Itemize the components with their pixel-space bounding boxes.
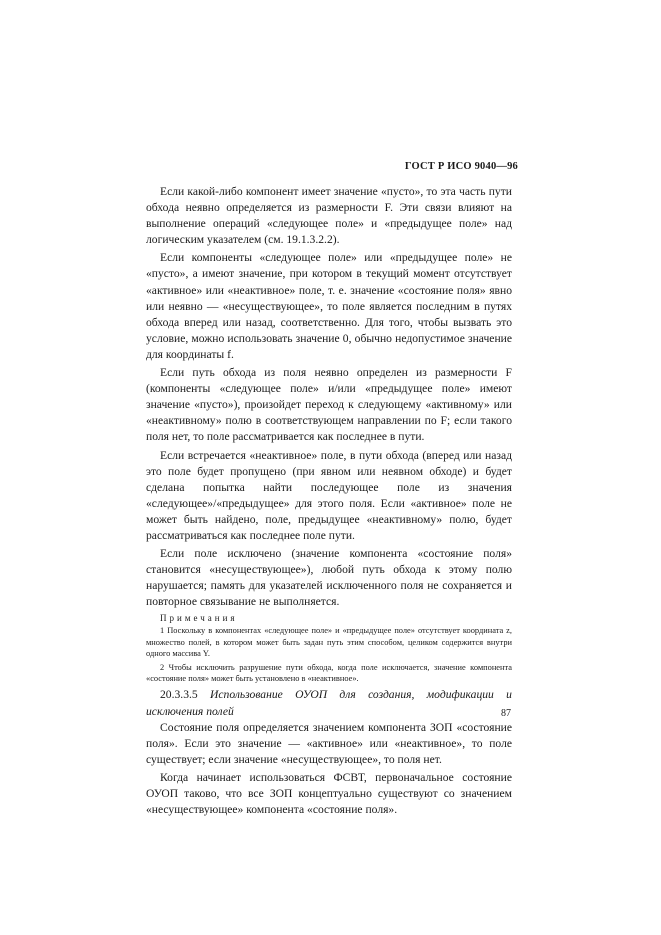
body-text (146, 184, 512, 820)
paragraph-3: Если путь обхода из поля неявно определен из размерности F (компоненты «следующее поле» и/или «предыдущее поле» имеют значение «пусто»), произойдет переход к следующему «активному» или «неактивному» полю в соответствующем направлении по F; если такого поля нет, то поле рассматривается как последнее в пути. (146, 366, 512, 444)
section-heading (146, 687, 512, 719)
note-1: 1 Поскольку в компонентах «следующее поле» и «предыдущее поле» отсутствует координата z, множество полей, в котором может быть задан путь этим способом, целиком содержится внутри одного массива Y. (146, 626, 512, 658)
document-header: ГОСТ Р ИСО 9040—96 (404, 161, 518, 172)
section-number: 20.3.3.5 (160, 688, 198, 702)
section-paragraph-2: Когда начинает использоваться ФСВТ, первоначальное состояние ОУОП таково, что все ЗОП концептуально существуют со значением «несуществующее» компонента «состояние поля». (146, 770, 512, 817)
page-number: 87 (501, 708, 511, 719)
paragraph-1: Если какой-либо компонент имеет значение «пусто», то эта часть пути обхода неявно определяется из размерности F. Эти связи влияют на выполнение операций «следующее поле» и «предыдущее поле» над логическим указателем (см. 19.1.3.2.2). (146, 185, 512, 247)
paragraph-4: Если встречается «неактивное» поле, в пути обхода (вперед или назад это поле будет пропущено (при явном или неявном обходе) и будет сделана попытка найти последующее поле из значения «следующее»/«предыдущее» для этого поля. Если «активное» поле не может быть найдено, поле, предыдущее «неактивному» полю, будет рассматриваться как последнее поле пути. (146, 448, 512, 542)
note-2: 2 Чтобы исключить разрушение пути обхода, когда поле исключается, значение компонента «состояние поля» может быть установлено в «неактивное». (146, 663, 512, 684)
notes-title: Примечания (160, 613, 238, 624)
section-paragraph-1: Состояние поля определяется значением компонента ЗОП «состояние поля». Если это значение — «активное» или «неактивное», то поле существует; если значение «несуществующее», то поля нет. (146, 720, 512, 766)
paragraph-2: Если компоненты «следующее поле» или «предыдущее поле» не «пусто», а имеют значение, при котором в текущий момент отсутствует «активное» или «неактивное» поле, т. е. значение «состояние поля» явно или неявно — «несуществующее», то поле является последним в путях обхода вперед или назад, соответственно. Для того, чтобы вызвать это условие, можно использовать значение 0, обычно недопустимое значение для координаты f. (146, 251, 512, 361)
section-title: Использование ОУОП для создания, модификации и исключения полей (146, 688, 512, 718)
paragraph-5: Если поле исключено (значение компонента «состояние поля» становится «несуществующее»), любой путь обхода к этому полю нарушается; память для указателей исключенного поля не сохраняется и повторное связывание не выполняется. (146, 547, 512, 609)
